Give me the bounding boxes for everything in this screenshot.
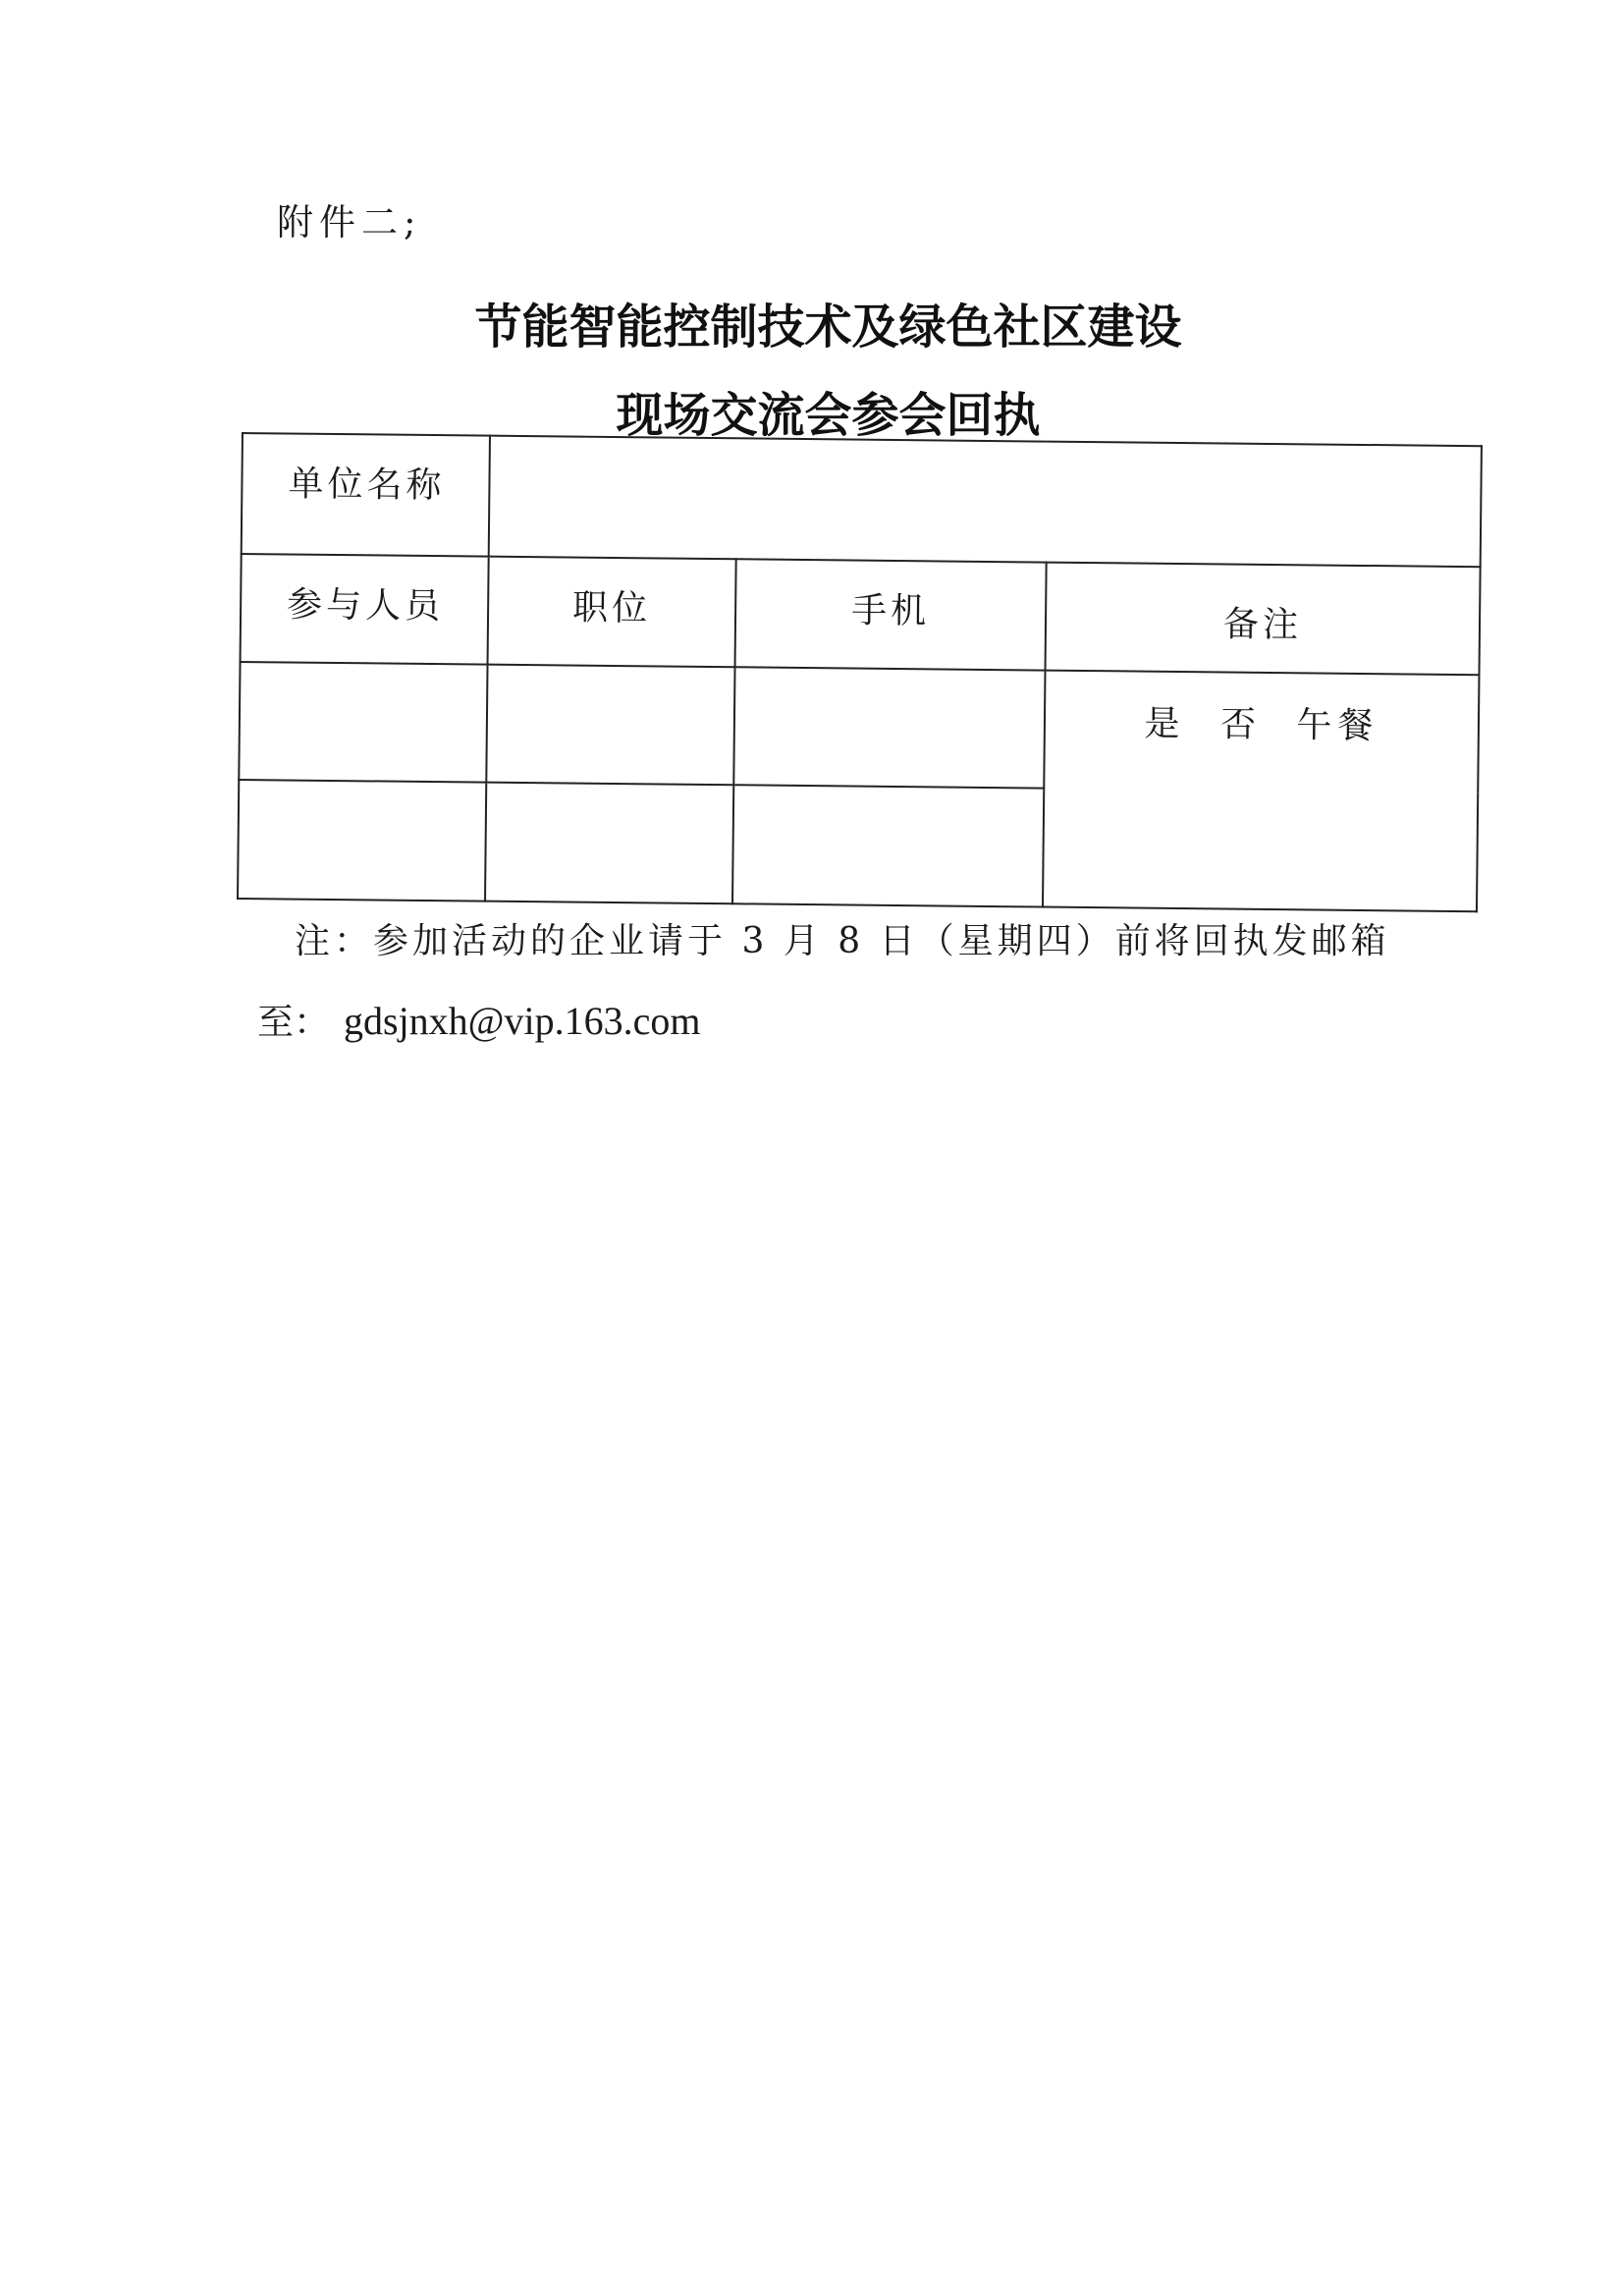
attachment-label: 附件二;: [277, 201, 422, 244]
participant-header: 参与人员: [241, 554, 489, 664]
position-cell[interactable]: [486, 664, 734, 785]
submission-email-line: [257, 992, 701, 1045]
unit-name-field[interactable]: [489, 436, 1482, 567]
email-address: gdsjnxh@vip.163.com: [344, 999, 701, 1043]
participant-cell[interactable]: [239, 662, 487, 783]
unit-name-label: 单位名称: [242, 433, 490, 557]
position-header: 职位: [488, 557, 736, 667]
document-title-line-2: 现场交流会参会回执: [616, 388, 1041, 443]
table-header-row: [241, 554, 1481, 675]
mobile-cell[interactable]: [733, 667, 1045, 789]
lunch-option-cell[interactable]: 是 否 午餐: [1043, 670, 1480, 911]
unit-name-row: [242, 433, 1482, 567]
document-title-line-1: 节能智能控制技术及绿色社区建设: [474, 300, 1182, 355]
submission-note: 注：参加活动的企业请于 3 月 8 日（星期四）前将回执发邮箱: [295, 921, 1390, 961]
position-cell[interactable]: [485, 783, 733, 903]
mobile-cell[interactable]: [732, 786, 1044, 907]
participant-cell[interactable]: [238, 780, 486, 901]
registration-form-table: [237, 432, 1483, 912]
email-prefix: 至：: [257, 1001, 330, 1043]
table-row: [239, 662, 1479, 793]
mobile-header: 手机: [735, 559, 1047, 670]
notes-header: 备注: [1046, 562, 1481, 674]
